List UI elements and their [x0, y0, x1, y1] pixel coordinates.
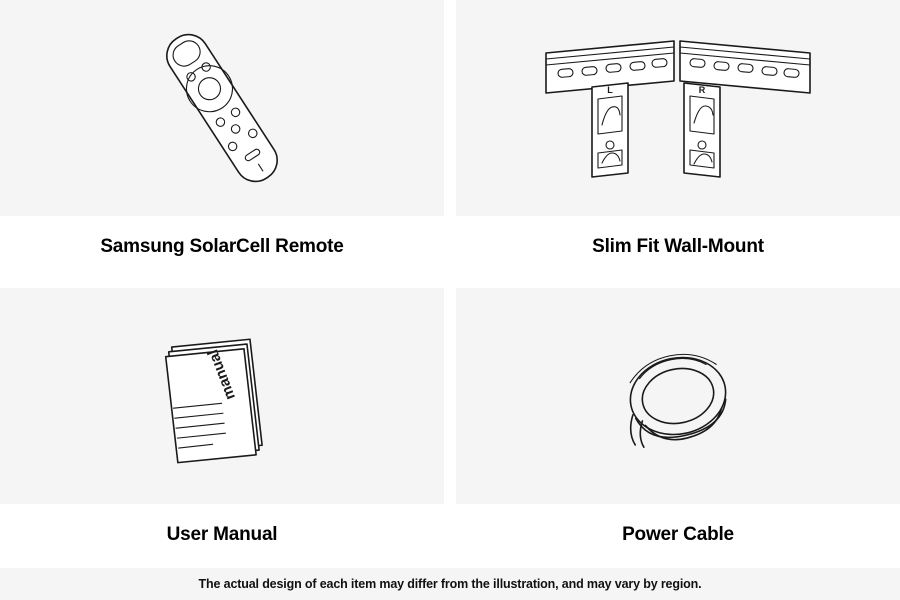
accessory-label: Slim Fit Wall-Mount	[592, 236, 764, 257]
power-cable-thumbnail	[456, 288, 900, 504]
user-manual-thumbnail	[0, 288, 444, 504]
accessory-label: Samsung SolarCell Remote	[100, 236, 344, 257]
wall-mount-right-label: R	[698, 85, 706, 95]
manual-cover-title: manual	[204, 347, 240, 403]
coiled-power-cable-icon	[578, 301, 778, 491]
accessory-label: Power Cable	[622, 524, 734, 545]
disclaimer-text: The actual design of each item may differ from the illustration, and may vary by region.	[198, 577, 702, 591]
manual-booklet-icon	[122, 301, 322, 491]
disclaimer-bar	[0, 568, 900, 600]
accessory-card-user-manual[interactable]	[0, 288, 444, 566]
wall-mount-bracket-icon	[528, 13, 828, 203]
accessory-card-power-cable[interactable]	[456, 288, 900, 566]
remote-control-icon	[122, 13, 322, 203]
wall-mount-thumbnail	[456, 0, 900, 216]
wall-mount-left-label: L	[607, 85, 613, 95]
remote-thumbnail	[0, 0, 444, 216]
accessory-label: User Manual	[166, 524, 278, 545]
accessory-card-wall-mount[interactable]	[456, 0, 900, 278]
accessory-card-remote[interactable]	[0, 0, 444, 278]
